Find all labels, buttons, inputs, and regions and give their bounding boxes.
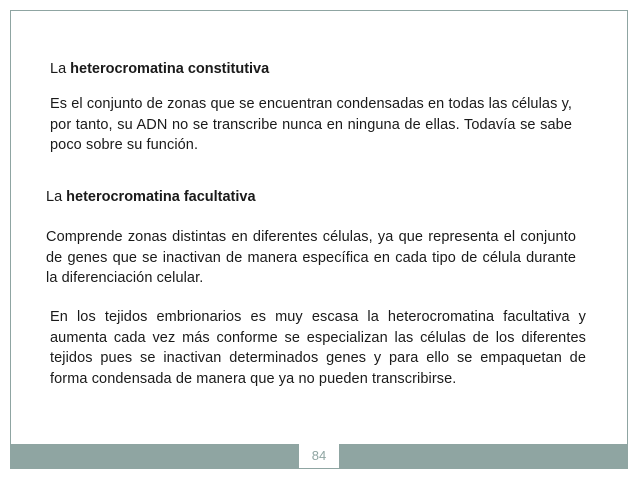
paragraph-constitutiva: Es el conjunto de zonas que se encuentran condensadas en todas las células y, por tanto, su ADN no se transcribe nunca en ninguna de ellas. Todavía se sabe poco sobre su función. [50,96,572,153]
paragraph-facultativa: Comprende zonas distintas en diferentes células, ya que representa el conjunto de genes que se inactivan de manera específica en cada tipo de célula durante la diferenciación celular. [46,229,576,286]
paragraph-embrionarios: En los tejidos embrionarios es muy escasa la heterocromatina facultativa y aumenta cada vez más conforme se especializan las células de los diferentes tejidos pues se inactivan determinados genes y para ello se empaquetan de forma condensada de manera que ya no pueden transcribirse. [50,309,586,387]
heading-constitutiva-prefix: La [50,61,67,77]
heading-constitutiva-term: heterocromatina constitutiva [70,61,270,77]
heading-facultativa-term: heterocromatina facultativa [66,189,256,205]
page-number: 84 [299,444,339,468]
heading-constitutiva [50,59,269,79]
heading-facultativa-prefix: La [46,189,63,205]
heading-facultativa [46,187,256,207]
